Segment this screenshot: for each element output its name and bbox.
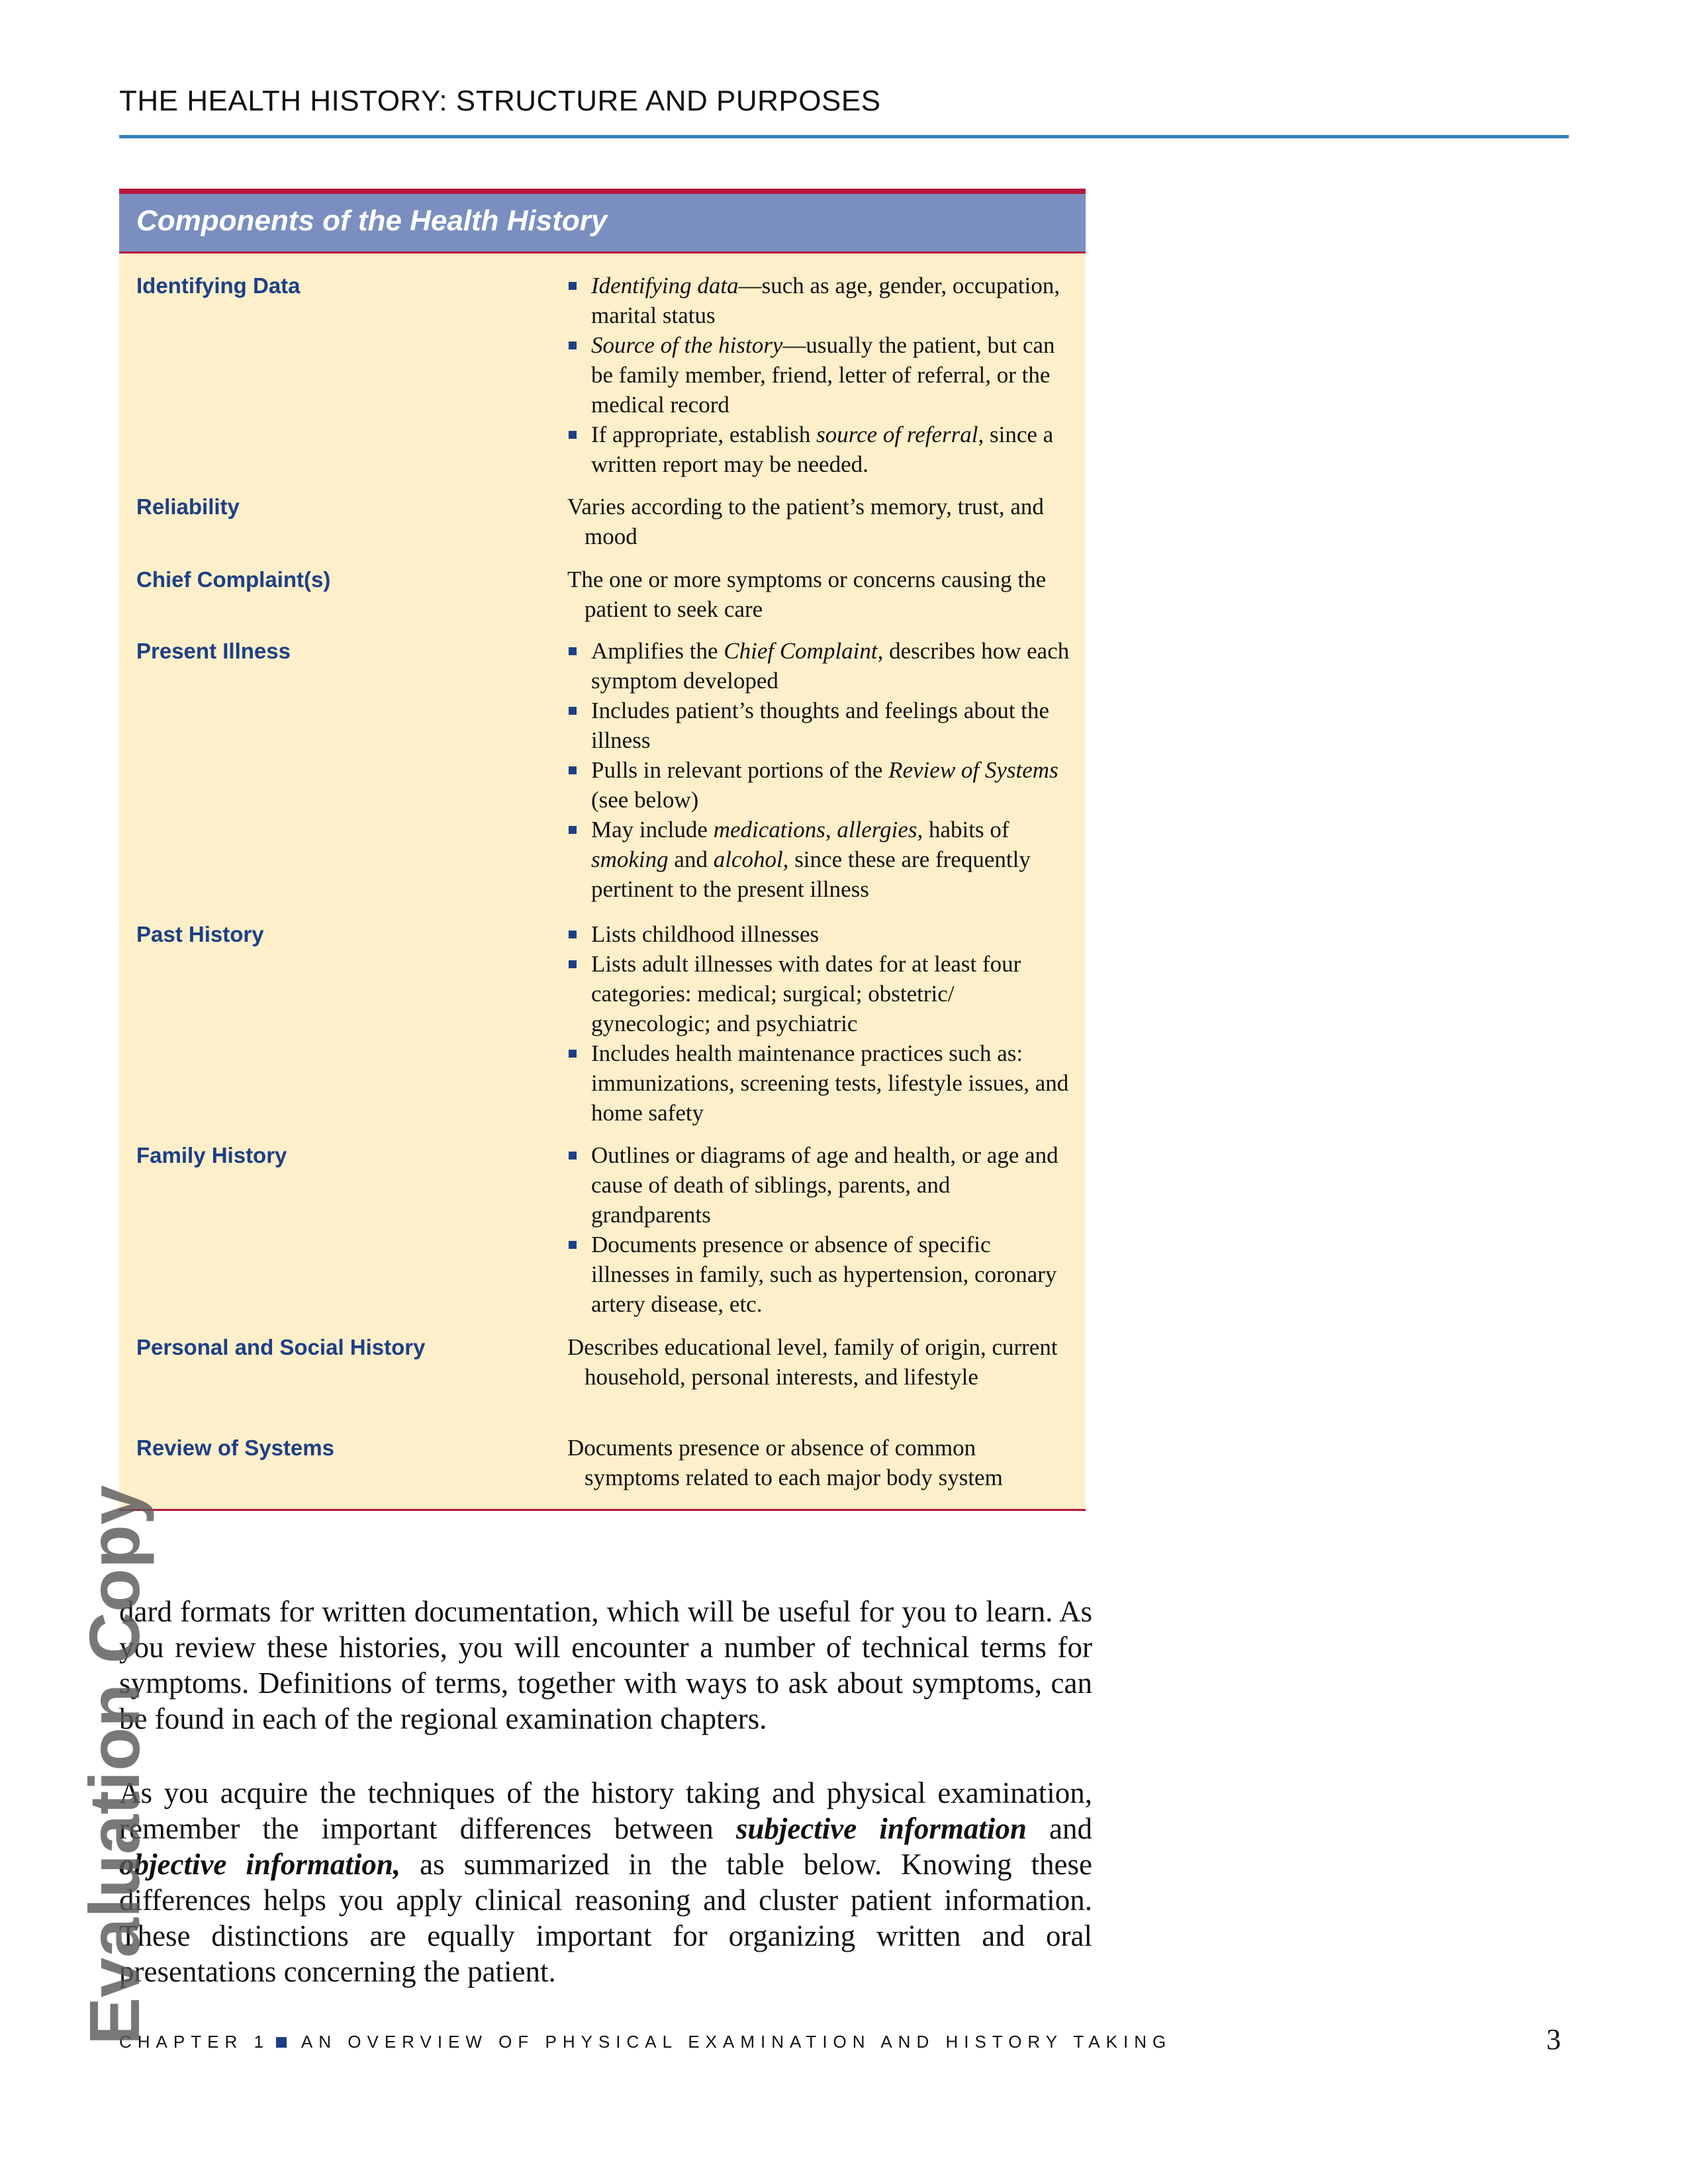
row-desc-past-history <box>567 919 1070 1128</box>
bullet-item <box>567 636 1070 696</box>
bullet-item <box>567 919 1070 949</box>
bullet-item <box>567 1140 1070 1230</box>
square-bullet-icon <box>569 1050 577 1058</box>
square-bullet-icon <box>569 431 577 439</box>
bullet-list <box>567 271 1070 479</box>
bullet-text: since these are frequently pertinent to the present illness <box>591 846 1031 902</box>
emphasis-text: smoking <box>591 846 669 872</box>
bullet-item <box>567 696 1070 755</box>
page-number: 3 <box>1546 2023 1561 2056</box>
bullet-text: habits of <box>923 817 1009 842</box>
square-bullet-icon <box>569 282 577 290</box>
square-bullet-icon <box>569 647 577 655</box>
emphasis-text: medications, allergies, <box>713 817 923 842</box>
bullet-text: since a written report may be needed. <box>591 422 1054 477</box>
header-rule <box>119 135 1569 138</box>
row-description-text: Describes educational level, family of origin, current household, personal interests, and lifestyle <box>567 1334 1058 1390</box>
row-desc-family-history <box>567 1140 1070 1319</box>
bullet-item <box>567 271 1070 330</box>
square-bullet-icon <box>569 1241 577 1249</box>
row-description-text: The one or more symptoms or concerns causing the patient to seek care <box>567 567 1047 622</box>
table-top-rule <box>119 189 1086 194</box>
emphasis-text: source of referral, <box>816 422 984 447</box>
square-bullet-icon <box>569 1152 577 1160</box>
table-title-bar <box>119 194 1086 253</box>
emphasis-text: alcohol, <box>713 846 789 872</box>
page-footer <box>119 2032 1172 2052</box>
square-bullet-icon <box>569 341 577 349</box>
row-desc-review-of-systems <box>567 1433 1070 1492</box>
bullet-text: Documents presence or absence of specific illnesses in family, such as hypertension, coronary artery disease, etc. <box>591 1232 1057 1317</box>
bullet-text: Amplifies the <box>591 638 724 664</box>
bullet-text: describes how each symptom developed <box>591 638 1070 694</box>
running-head: THE HEALTH HISTORY: STRUCTURE AND PURPOSES <box>119 85 881 117</box>
row-label-family-history: Family History <box>136 1143 287 1167</box>
emphasis-text: Identifying data <box>591 273 739 298</box>
bullet-list <box>567 919 1070 1128</box>
bullet-item <box>567 755 1070 815</box>
row-description-text: Documents presence or absence of common symptoms related to each major body system <box>567 1435 1003 1490</box>
body-paragraph-2 <box>119 1775 1092 1989</box>
body-paragraph-1 <box>119 1594 1092 1737</box>
row-label-past-history: Past History <box>136 922 264 946</box>
table-title: Components of the Health History <box>136 205 608 237</box>
row-label-identifying-data: Identifying Data <box>136 273 301 298</box>
para2-text-e: as summarized in the table below. Knowing these differences helps you apply clinical reasoning and cluster patient information. These distinctions are equally important for organizing written and oral presentations concerning the patient. <box>119 1848 1092 1988</box>
row-description-text: Varies according to the patient’s memory, trust, and mood <box>567 494 1044 549</box>
bullet-text: Includes health maintenance practices such as: immunizations, screening tests, lifestyle issues, and home safety <box>591 1040 1069 1126</box>
bullet-text: Outlines or diagrams of age and health, or age and cause of death of siblings, parents, and grandparents <box>591 1142 1058 1228</box>
bullet-item <box>567 1038 1070 1128</box>
bullet-text: —such as age, gender, occupation, marital status <box>591 273 1060 328</box>
bullet-item <box>567 330 1070 420</box>
bullet-item <box>567 1230 1070 1319</box>
square-bullet-icon <box>569 766 577 774</box>
term-subjective-information: subjective information <box>735 1812 1027 1845</box>
bullet-text: —usually the patient, but can be family member, friend, letter of referral, or the medical record <box>591 332 1055 418</box>
square-bullet-icon <box>569 931 577 938</box>
row-label-reliability: Reliability <box>136 494 240 519</box>
bullet-text: Includes patient’s thoughts and feelings about the illness <box>591 698 1050 753</box>
row-desc-chief-complaint <box>567 565 1070 624</box>
components-table <box>119 189 1086 1511</box>
square-bullet-icon <box>569 960 577 968</box>
row-desc-present-illness <box>567 636 1070 904</box>
emphasis-text: Chief Complaint, <box>724 638 884 664</box>
emphasis-text: Source of the history <box>591 332 783 358</box>
bullet-text: Lists childhood illnesses <box>591 921 820 947</box>
bullet-item <box>567 815 1070 904</box>
footer-chapter: CHAPTER 1 <box>119 2032 269 2052</box>
bullet-text: Lists adult illnesses with dates for at least four categories: medical; surgical; obstetric/ gynecologic; and psychiatric <box>591 951 1021 1036</box>
bullet-text: If appropriate, establish <box>591 422 817 447</box>
body-paragraph-2-text <box>119 1775 1092 1989</box>
bullet-item <box>567 420 1070 479</box>
row-label-personal-social-history: Personal and Social History <box>136 1335 426 1359</box>
row-label-present-illness: Present Illness <box>136 639 291 663</box>
row-label-chief-complaint: Chief Complaint(s) <box>136 567 331 592</box>
bullet-list <box>567 1140 1070 1319</box>
bullet-text: Pulls in relevant portions of the <box>591 757 889 783</box>
row-desc-identifying-data <box>567 271 1070 479</box>
bullet-text: (see below) <box>591 787 699 813</box>
body-paragraph-1-text: dard formats for written documentation, which will be useful for you to learn. As you review these histories, you will encounter a number of technical terms for symptoms. Definitions of terms, together with ways to ask about symptoms, can be found in each of the regional examination chapters. <box>119 1595 1092 1735</box>
para2-text-a: As you acquire the techniques of the history taking and physical examination, remember the important differences between <box>119 1776 1092 1845</box>
square-bullet-icon <box>569 707 577 715</box>
term-objective-information: objective information, <box>119 1848 401 1881</box>
row-label-review-of-systems: Review of Systems <box>136 1435 334 1460</box>
square-bullet-icon <box>569 826 577 834</box>
footer-title: AN OVERVIEW OF PHYSICAL EXAMINATION AND HISTORY TAKING <box>301 2032 1172 2052</box>
emphasis-text: Review of Systems <box>888 757 1058 783</box>
table-bottom-rule <box>119 1509 1086 1511</box>
row-desc-reliability <box>567 492 1070 551</box>
bullet-text: May include <box>591 817 714 842</box>
para2-text-c: and <box>1026 1812 1092 1845</box>
footer-square-icon <box>276 2037 287 2048</box>
bullet-item <box>567 949 1070 1038</box>
bullet-text: and <box>668 846 714 872</box>
evaluation-copy-watermark: Evaluation Copy <box>74 1484 154 2045</box>
bullet-list <box>567 636 1070 904</box>
row-desc-personal-social-history <box>567 1332 1070 1392</box>
